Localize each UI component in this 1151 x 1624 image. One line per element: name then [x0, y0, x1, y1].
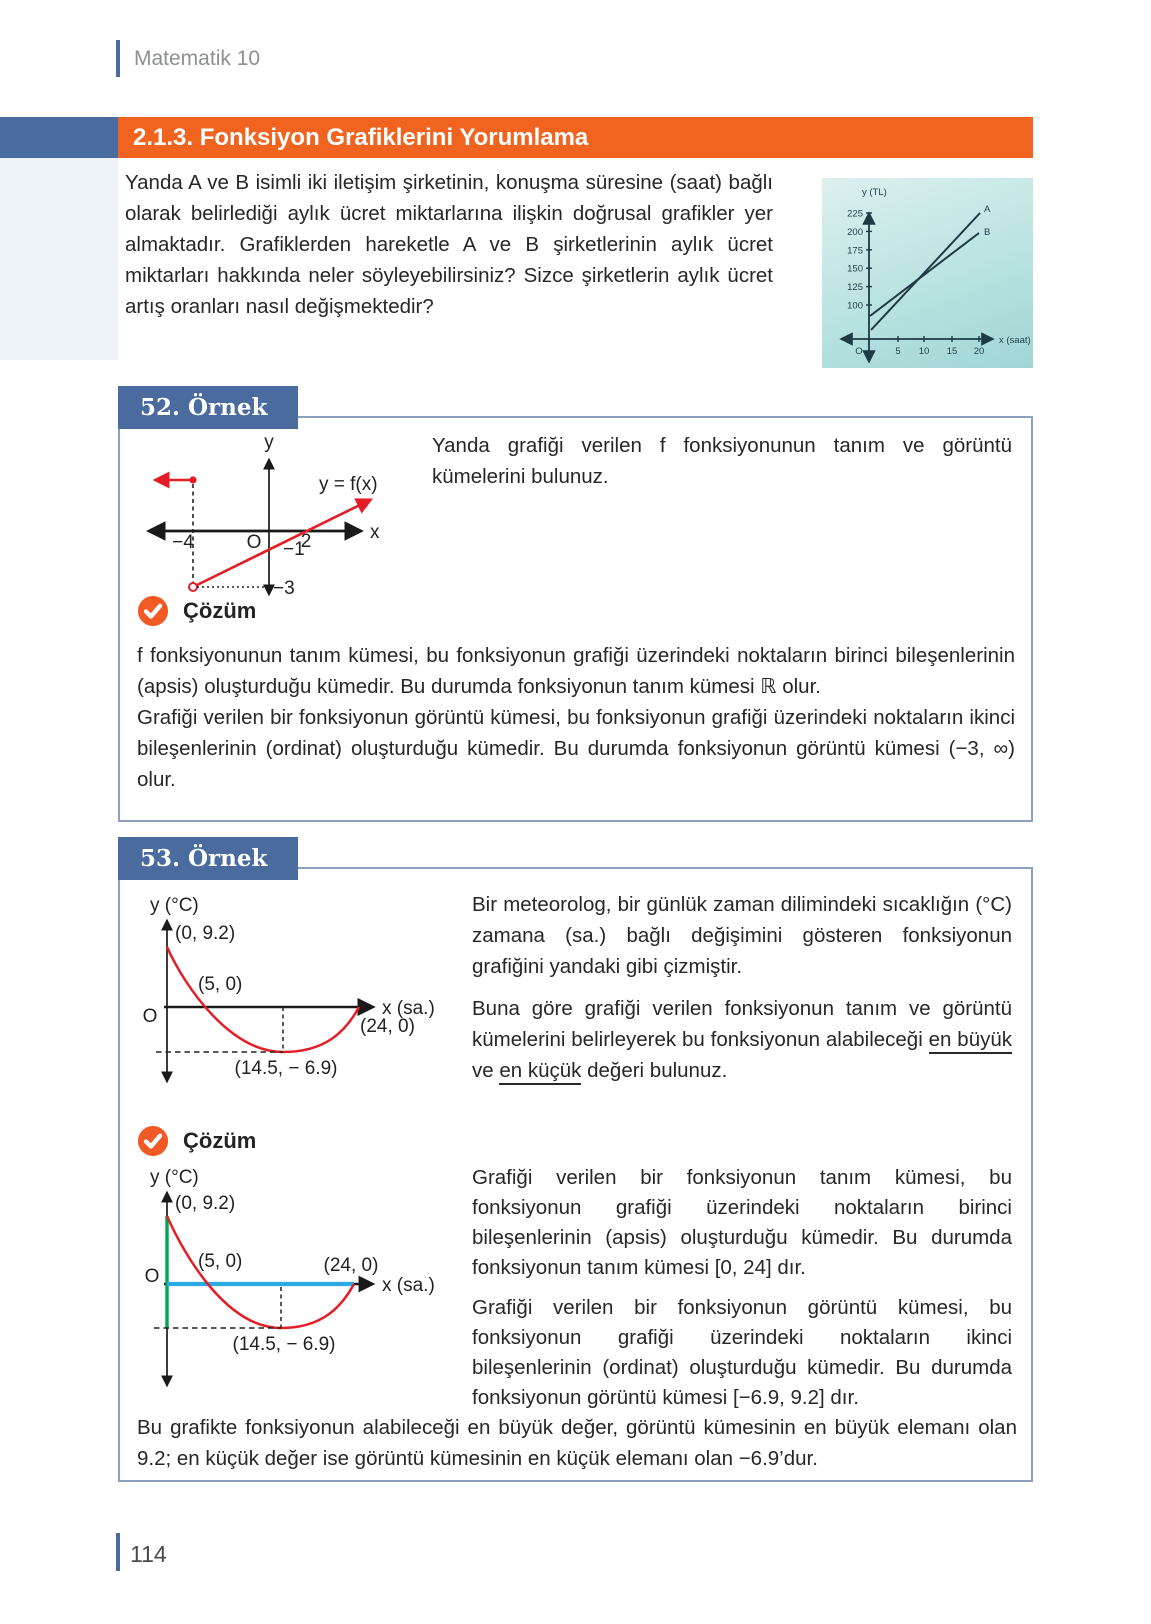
- x-axis-label: x (sa.): [382, 998, 435, 1019]
- example-52-prompt: Yanda grafiği verilen f fonksiyonunun tanım ve görüntü kümelerini bulunuz.: [432, 434, 1012, 488]
- curve-label: y = f(x): [319, 474, 378, 495]
- prompt-text: ve: [472, 1059, 500, 1082]
- y-tick-175: 175: [847, 245, 863, 257]
- solution-paragraph: Grafiği verilen bir fonksiyonun görüntü kümesi, bu fonksiyonun grafiği üzerindeki noktaların ikinci bileşenlerinin (ordinat) oluşturduğu kümedir. Bu durumda fonksiyonun görüntü kümesi [−6.9, 9.2] dır.: [472, 1296, 1012, 1409]
- section-title: 2.1.3. Fonksiyon Grafiklerini Yorumlama: [118, 117, 1033, 158]
- prompt-paragraph: [472, 993, 1012, 1086]
- point-start-label: (0, 9.2): [175, 923, 236, 944]
- x-axis-label: x (sa.): [382, 1275, 435, 1296]
- example-53-conclusion: Bu grafikte fonksiyonun alabileceği en büyük değer, görüntü kümesinin en büyük elemanı olan 9.2; en küçük değer ise görüntü kümesinin en küçük elemanı olan −6.9’dur.: [137, 1416, 1017, 1470]
- series-B-line: [870, 233, 979, 316]
- temperature-curve: [167, 947, 359, 1052]
- y-tick-125: 125: [847, 282, 863, 293]
- solution-label: Çözüm: [183, 1128, 257, 1153]
- y-axis-label: y (TL): [862, 187, 887, 198]
- x-tick-10: 10: [918, 346, 930, 357]
- example-53-prompt: [472, 889, 1012, 1086]
- tick-2: 2: [300, 531, 312, 552]
- book-header: Matematik 10: [134, 47, 261, 70]
- prompt-paragraph: Bir meteorolog, bir günlük zaman dilimindeki sıcaklığın (°C) zamana (sa.) bağlı değişimini gösteren fonksiyonun grafiğini yandaki gibi çizmiştir.: [472, 893, 1012, 978]
- point-start-label: (0, 9.2): [175, 1193, 236, 1214]
- point-min-label: (14.5, − 6.9): [232, 1334, 336, 1355]
- example-52-box: [118, 394, 1033, 822]
- point-end-label: (24, 0): [360, 1016, 415, 1037]
- example-53-solution: [472, 1163, 1012, 1434]
- origin-label: O: [142, 1006, 158, 1027]
- y-tick-225: 225: [847, 208, 863, 220]
- point-end-label: (24, 0): [323, 1255, 379, 1276]
- prompt-text: değeri bulunuz.: [581, 1059, 728, 1082]
- tariff-chart-svg: [822, 178, 1033, 368]
- solution-paragraph: f fonksiyonunun tanım kümesi, bu fonksiyonun grafiği üzerindeki noktaların birinci bileşenlerinin (apsis) oluşturduğu kümedir. Bu durumda fonksiyonun tanım kümesi ℝ olur.: [137, 644, 1015, 698]
- tick-minus3: −3: [273, 578, 295, 599]
- point-zero-label: (5, 0): [198, 974, 243, 995]
- y-axis-label: y (°C): [150, 895, 199, 916]
- solution-label: Çözüm: [183, 598, 257, 623]
- solution-paragraph: Grafiği verilen bir fonksiyonun tanım kümesi, bu fonksiyonun grafiği üzerindeki noktaların birinci bileşenlerinin (apsis) oluşturduğu kümedir. Bu durumda fonksiyonun tanım kümesi [0, 24] dır.: [472, 1166, 1012, 1279]
- x-tick-5: 5: [895, 346, 901, 357]
- y-tick-200: 200: [847, 227, 863, 238]
- y-tick-150: 150: [847, 263, 863, 275]
- example-53-title: 53. Örnek: [118, 837, 298, 880]
- check-icon: [137, 1125, 169, 1157]
- y-tick-100: 100: [847, 300, 863, 312]
- temperature-graph-solution: [126, 1161, 456, 1393]
- example-53-box: [118, 845, 1033, 1482]
- check-icon: [137, 595, 169, 627]
- open-point: [189, 583, 197, 591]
- piecewise-function-graph: [130, 426, 430, 606]
- footer-rule: [116, 1533, 120, 1571]
- origin-label: O: [855, 346, 863, 357]
- banner-blue-block: [0, 117, 118, 158]
- x-axis-label: x: [370, 522, 380, 543]
- underlined-en-buyuk: en büyük: [929, 1028, 1012, 1054]
- y-axis-label: y: [264, 432, 274, 453]
- point-min-label: (14.5, − 6.9): [234, 1058, 338, 1079]
- tick-minus4: −4: [172, 532, 194, 553]
- ray-endpoint-dot: [189, 476, 196, 483]
- x-tick-15: 15: [946, 346, 958, 357]
- series-A-label: A: [984, 204, 991, 215]
- y-axis-label: y (°C): [150, 1167, 199, 1188]
- left-margin-panel: [0, 158, 118, 360]
- temperature-graph: [126, 889, 456, 1089]
- example-52-title: 52. Örnek: [118, 386, 298, 429]
- intro-paragraph: Yanda A ve B isimli iki iletişim şirketinin, konuşma süresine (saat) bağlı olarak belirlediği aylık ücret miktarlarına ilişkin doğrusal grafikler yer almaktadır. Grafiklerden hareketle A ve B şirketlerinin aylık ücret miktarları hakkında neler söyleyebilirsiniz? Sizce şirketlerin aylık ücret artış oranları nasıl değişmektedir?: [125, 171, 773, 318]
- series-A-line: [871, 213, 980, 330]
- solution-heading: [137, 595, 256, 627]
- solution-heading: [137, 1125, 256, 1157]
- prompt-text: Buna göre grafiği verilen fonksiyonun tanım ve görüntü kümelerini belirleyerek bu fonksiyonun alabileceği: [472, 997, 1012, 1051]
- x-axis-label: x (saat): [999, 335, 1031, 346]
- point-zero-label: (5, 0): [198, 1251, 243, 1272]
- tariff-chart: [822, 178, 1033, 368]
- series-B-label: B: [984, 227, 991, 238]
- example-52-solution: [137, 640, 1015, 795]
- underlined-en-kucuk: en küçük: [499, 1059, 581, 1085]
- page-number: 114: [130, 1541, 167, 1567]
- origin-label: O: [246, 532, 262, 553]
- header-rule: [116, 40, 120, 77]
- tick-minus1: −1: [283, 539, 305, 560]
- origin-label: O: [144, 1266, 160, 1287]
- solution-paragraph: Grafiği verilen bir fonksiyonun görüntü kümesi, bu fonksiyonun grafiği üzerindeki noktaların ikinci bileşenlerinin (ordinat) oluşturduğu kümedir. Bu durumda fonksiyonun görüntü kümesi (−3, ∞) olur.: [137, 706, 1015, 791]
- x-tick-20: 20: [973, 346, 985, 357]
